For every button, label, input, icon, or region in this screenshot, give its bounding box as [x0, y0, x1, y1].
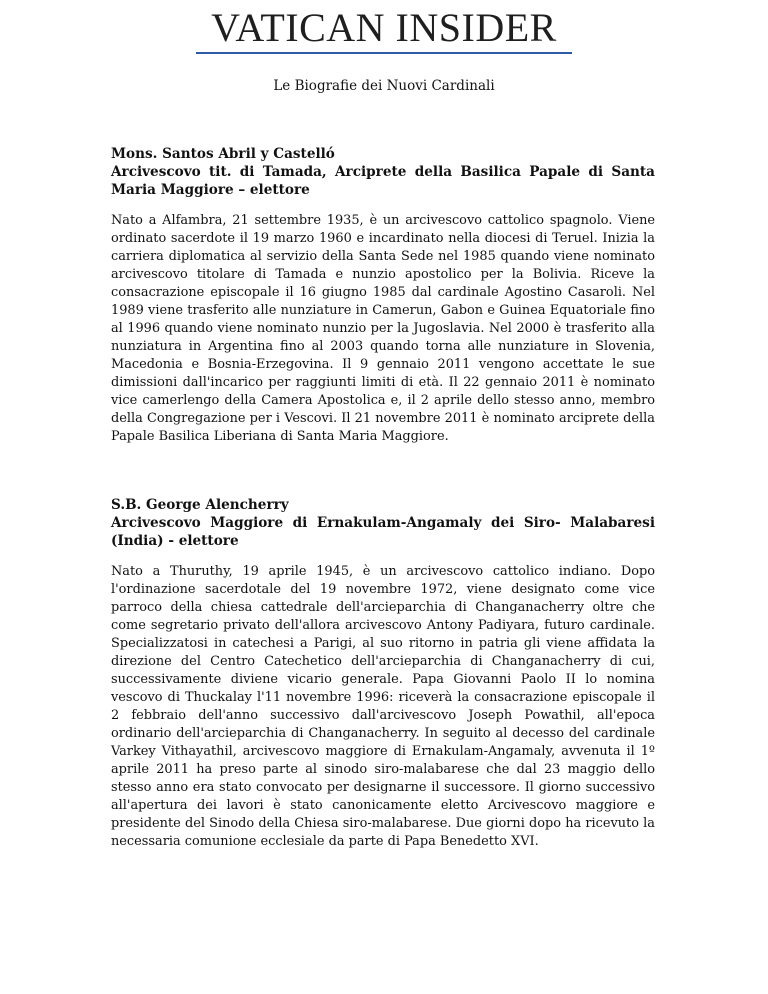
vatican-insider-logo: VATICAN INSIDER	[211, 5, 557, 50]
document-body	[111, 145, 655, 851]
cardinal-entry	[111, 145, 655, 446]
logo-underline	[196, 52, 572, 54]
cardinal-role: Arcivescovo tit. di Tamada, Arciprete della Basilica Papale di Santa Maria Maggiore – elettore	[111, 164, 655, 198]
masthead	[0, 6, 768, 54]
document-subtitle: Le Biografie dei Nuovi Cardinali	[273, 78, 495, 94]
cardinal-entry	[111, 496, 655, 851]
cardinal-role: Arcivescovo Maggiore di Ernakulam-Angamaly dei Siro- Malabaresi (India) - elettore	[111, 515, 655, 549]
cardinal-biography: Nato a Alfambra, 21 settembre 1935, è un arcivescovo cattolico spagnolo. Viene ordinato sacerdote il 19 marzo 1960 e incardinato nella diocesi di Teruel. Inizia la carriera diplomatica al servizio della Santa Sede nel 1985 quando viene nominato arcivescovo titolare di Tamada e nunzio apostolico per la Bolivia. Riceve la consacrazione episcopale il 16 giugno 1985 dal cardinale Agostino Casaroli. Nel 1989 viene trasferito alle nunziature in Camerun, Gabon e Guinea Equatoriale fino al 1996 quando viene nominato nunzio per la Jugoslavia. Nel 2000 è trasferito alla nunziatura in Argentina fino al 2003 quando torna alle nunziature in Slovenia, Macedonia e Bosnia-Erzegovina. Il 9 gennaio 2011 vengono accettate le sue dimissioni dall'incarico per raggiunti limiti di età. Il 22 gennaio 2011 è nominato vice camerlengo della Camera Apostolica e, il 2 aprile dello stesso anno, membro della Congregazione per i Vescovi. Il 21 novembre 2011 è nominato arciprete della Papale Basilica Liberiana di Santa Maria Maggiore.	[111, 213, 655, 444]
cardinal-biography: Nato a Thuruthy, 19 aprile 1945, è un arcivescovo cattolico indiano. Dopo l'ordinazione sacerdotale del 19 novembre 1972, viene designato come vice parroco della chiesa cattedrale dell'arcieparchia di Changanacherry oltre che come segretario privato dell'allora arcivescovo Antony Padiyara, futuro cardinale. Specializzatosi in catechesi a Parigi, al suo ritorno in patria gli viene affidata la direzione del Centro Catechetico dell'arcieparchia di Changanacherry di cui, successivamente diviene vicario generale. Papa Giovanni Paolo II lo nomina vescovo di Thuckalay l'11 novembre 1996: riceverà la consacrazione episcopale il 2 febbraio dell'anno successivo dall'arcivescovo Joseph Powathil, all'epoca ordinario dell'arcieparchia di Changanacherry. In seguito al decesso del cardinale Varkey Vithayathil, arcivescovo maggiore di Ernakulam-Angamaly, avvenuta il 1º aprile 2011 ha preso parte al sinodo siro-malabarese che dal 23 maggio dello stesso anno era stato convocato per designarne il successore. Il giorno successivo all'apertura dei lavori è stato canonicamente eletto Arcivescovo maggiore e presidente del Sinodo della Chiesa siro-malabarese. Due giorni dopo ha ricevuto la necessaria comunione ecclesiale da parte di Papa Benedetto XVI.	[111, 564, 655, 849]
cardinal-name: Mons. Santos Abril y Castelló	[111, 146, 335, 162]
cardinal-name: S.B. George Alencherry	[111, 497, 289, 513]
